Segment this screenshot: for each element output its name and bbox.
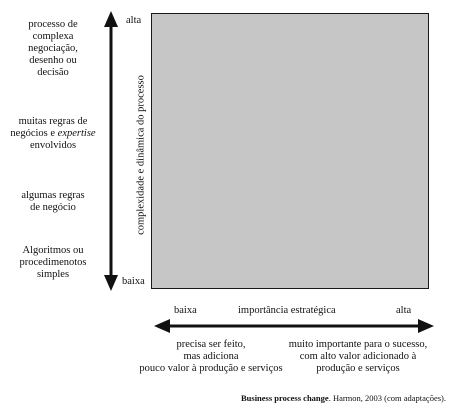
vertical-axis-low-label: baixa	[122, 276, 145, 287]
label-line: negócios e expertise	[10, 128, 96, 139]
label-line: simples	[36, 269, 70, 280]
horizontal-axis-title: importância estratégica	[238, 305, 336, 316]
quadrant-area	[151, 13, 429, 289]
horizontal-axis-high-label: alta	[396, 305, 412, 316]
note-line: muito importante para o sucesso,	[288, 339, 428, 350]
label-line: complexa	[32, 31, 74, 42]
note-line: mas adiciona	[183, 351, 239, 362]
vertical-axis-title: complexidade e dinâmica do processo	[135, 75, 147, 235]
note-line: com alto valor adicionado à	[299, 351, 417, 362]
label-line: desenho ou	[29, 55, 77, 66]
low-importance-note	[136, 339, 286, 375]
horizontal-axis-low-label: baixa	[174, 305, 197, 316]
label-line: decisão	[37, 67, 69, 78]
note-line: produção e serviços	[316, 363, 400, 374]
label-line: processo de	[28, 19, 78, 30]
source-credit	[241, 393, 446, 403]
horizontal-arrow	[154, 319, 434, 333]
vertical-axis-high-label: alta	[126, 15, 142, 26]
source-rest: . Harmon, 2003 (com adaptações).	[328, 393, 446, 403]
note-line: pouco valor à produção e serviços	[139, 363, 283, 374]
label-line: Algoritmos ou	[22, 245, 84, 256]
label-line: muitas regras de	[18, 116, 88, 127]
vertical-arrow	[104, 11, 118, 291]
label-line: algumas regras	[21, 190, 85, 201]
label-line: envolvidos	[29, 140, 77, 151]
label-line: negociação,	[28, 43, 78, 54]
label-line: de negócio	[30, 202, 76, 213]
label-line: procedimenotos	[19, 257, 87, 268]
note-line: precisa ser feito,	[176, 339, 246, 350]
high-importance-note	[284, 339, 432, 375]
source-title: Business process change	[240, 393, 329, 403]
